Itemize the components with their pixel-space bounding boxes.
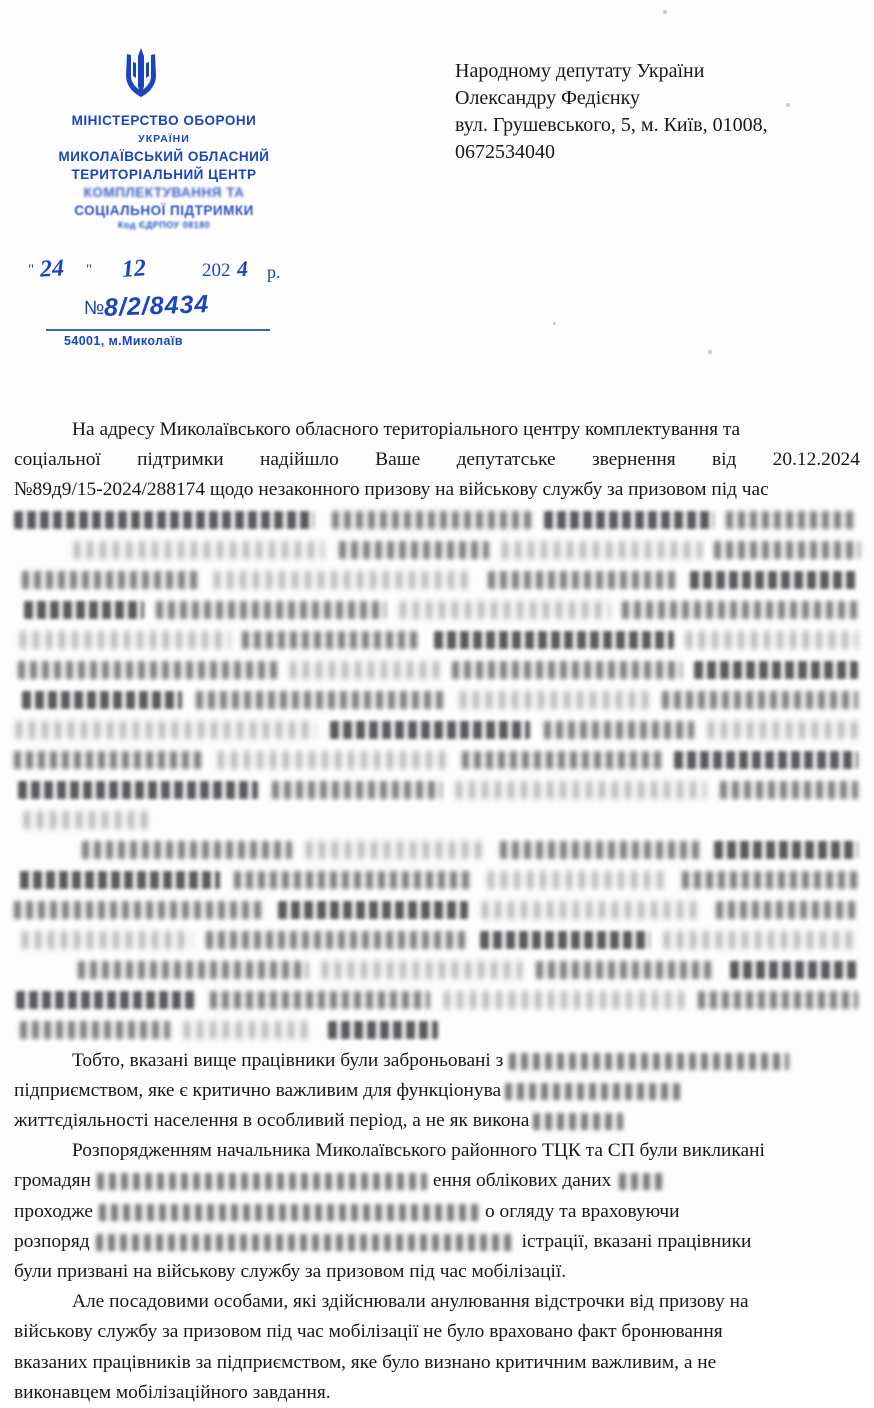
paragraph-2 <box>14 1046 860 1137</box>
p1-w4: Ваше <box>375 449 421 471</box>
redacted-line <box>14 1016 860 1046</box>
date-open-quote: " <box>28 262 35 278</box>
p2-line-3-redaction <box>533 1113 623 1130</box>
p3-line-3-start: проходже <box>14 1200 93 1222</box>
p1-w7: від <box>711 449 737 471</box>
p2-line-1 <box>14 1046 860 1076</box>
paragraph-1 <box>14 415 860 506</box>
redacted-line <box>14 626 860 656</box>
p1-w8: 20.12.2024 <box>772 449 860 471</box>
redacted-region <box>14 506 860 1046</box>
redacted-line <box>14 776 860 806</box>
p1-w2: підтримки <box>137 449 224 471</box>
p4-line-2: військову службу за призовом під час мобілізації не було враховано факт бронювання <box>14 1321 723 1343</box>
addressee-line-2: Олександру Федієнку <box>455 87 640 109</box>
scan-speck <box>708 350 712 354</box>
redacted-line <box>14 506 860 536</box>
p2-line-1-text: Тобто, вказані вище працівники були заброньовані з <box>72 1049 504 1071</box>
p3-line-3-end: о огляду та враховуючи <box>485 1200 680 1222</box>
p4-line-3: вказаних працівників за підприємством, яке було визнано критичним важливим, а не <box>14 1351 717 1373</box>
stamp-city: 54001, м.Миколаїв <box>64 334 183 348</box>
stamp-registry-code: Код ЄДРПОУ 08180 <box>117 220 211 230</box>
paragraph-4 <box>14 1287 860 1408</box>
redacted-line <box>14 596 860 626</box>
p1-w1: соціальної <box>14 449 101 471</box>
scan-speck <box>663 10 667 14</box>
p2-line-2 <box>14 1076 860 1106</box>
ukraine-trident-icon <box>118 46 164 104</box>
p1-line-3: №89д9/15-2024/288174 щодо незаконного призову на військову службу за призовом під час <box>14 479 769 501</box>
redacted-line <box>14 656 860 686</box>
scan-speck <box>553 322 556 325</box>
stamp-line-1: МІНІСТЕРСТВО ОБОРОНИ <box>71 113 257 128</box>
p2-line-2-text: підприємством, яке є критично важливим для функціонува <box>14 1079 502 1101</box>
addressee-block <box>455 58 855 166</box>
redacted-line <box>14 536 860 566</box>
paragraph-3 <box>14 1136 860 1287</box>
p1-line-2 <box>14 445 860 475</box>
stamp-number-row <box>84 292 210 321</box>
p3-line-2-end: ення облікових даних <box>432 1170 612 1192</box>
date-close-quote: " <box>86 262 93 278</box>
p2-line-3-text: життєдіяльності населення в особливий період, а не як викона <box>14 1110 530 1132</box>
p1-w3: надійшло <box>259 449 339 471</box>
date-month: 12 <box>121 255 147 283</box>
stamp-line-4: ТЕРИТОРІАЛЬНИЙ ЦЕНТР <box>71 167 257 182</box>
redacted-line <box>14 716 860 746</box>
stamp-line-5: КОМПЛЕКТУВАННЯ ТА <box>83 185 245 200</box>
redacted-line <box>14 686 860 716</box>
stamp-date-row <box>24 255 314 288</box>
redacted-line <box>14 926 860 956</box>
p4-line-4: виконавцем мобілізаційного завдання. <box>14 1381 331 1403</box>
addressee-line-4: 0672534040 <box>455 141 555 163</box>
p3-line-2 <box>14 1166 860 1196</box>
p1-line-1: На адресу Миколаївського обласного територіального центру комплектування та <box>72 419 741 440</box>
p3-line-1: Розпорядженням начальника Миколаївського районного ТЦК та СП були викликані <box>72 1140 765 1162</box>
p1-w6: звернення <box>591 449 676 471</box>
p3-line-4-end: істрації, вказані працівники <box>521 1230 752 1252</box>
redacted-line <box>14 896 860 926</box>
addressee-line-3: вул. Грушевського, 5, м. Київ, 01008, <box>455 114 768 136</box>
p3-line-4 <box>14 1227 860 1257</box>
addressee-line-1: Народному депутату України <box>455 60 705 82</box>
p3-line-2-redaction <box>97 1173 427 1190</box>
redacted-line <box>14 746 860 776</box>
redacted-line <box>14 566 860 596</box>
letter-body <box>14 415 860 1408</box>
date-day: 24 <box>39 255 65 283</box>
stamp-divider <box>46 329 270 331</box>
p4-line-1: Але посадовими особами, які здійснювали анулювання відстрочки від призову на <box>72 1291 749 1313</box>
redacted-line <box>14 806 860 836</box>
p3-line-4-redaction <box>96 1234 516 1251</box>
redacted-line <box>14 866 860 896</box>
p1-w5: депутатське <box>456 449 556 471</box>
p3-line-3 <box>14 1197 860 1227</box>
p2-line-2-redaction <box>505 1083 680 1100</box>
p3-line-4-start: розпоряд <box>14 1230 90 1252</box>
ministry-name-lines <box>14 112 314 230</box>
stamp-line-6: СОЦІАЛЬНОЇ ПІДТРИМКИ <box>74 203 254 218</box>
p3-line-3-redaction <box>99 1204 479 1221</box>
number-value: 8/2/8434 <box>103 290 211 322</box>
date-year-suffix: 4 <box>236 255 249 282</box>
date-year-prefix: 202 <box>202 260 231 281</box>
redacted-line <box>14 836 860 866</box>
number-label: № <box>84 298 105 319</box>
p2-line-3 <box>14 1106 860 1136</box>
redacted-line <box>14 986 860 1016</box>
p3-line-5: були призвані на військову службу за призовом під час мобілізації. <box>14 1261 567 1283</box>
date-year-label: р. <box>267 262 281 282</box>
p3-line-2-start: громадян <box>14 1170 91 1192</box>
redacted-line <box>14 956 860 986</box>
stamp-line-3: МИКОЛАЇВСЬКИЙ ОБЛАСНИЙ <box>58 149 270 164</box>
stamp-line-2: УКРАЇНИ <box>138 133 190 145</box>
p3-line-2-redaction-tail <box>619 1173 665 1190</box>
p2-line-1-redaction <box>509 1053 789 1070</box>
